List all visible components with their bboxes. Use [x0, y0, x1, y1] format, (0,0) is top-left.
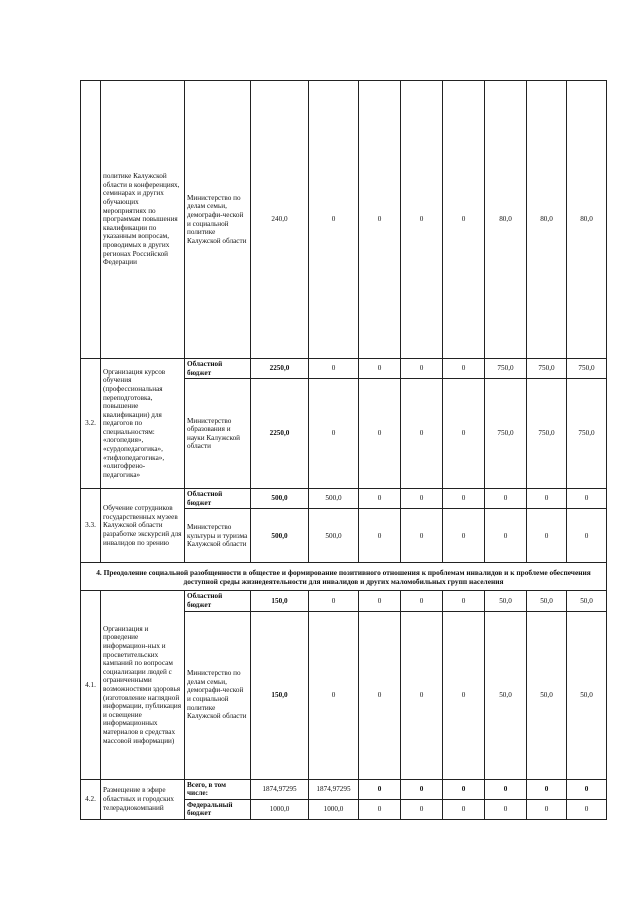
year-value-cell: 0	[485, 489, 527, 509]
table-row	[81, 81, 607, 359]
year-value-cell: 0	[443, 489, 485, 509]
year-value-cell: 0	[485, 779, 527, 799]
total-value-cell: 150,0	[251, 591, 309, 611]
year-value-cell: 0	[309, 379, 359, 489]
year-value-cell: 0	[443, 611, 485, 779]
funding-source-cell: Федеральный бюджет	[185, 799, 251, 819]
activity-name-cell: Организация курсов обучения (профессиональная переподготовка, повышение квалификации) для педагогов по специальностям: «логопедия», «сурдопедагогика», «тифлопедагогика», «олигофрено-педагогика»	[101, 359, 185, 489]
year-value-cell: 0	[401, 591, 443, 611]
year-value-cell: 0	[359, 489, 401, 509]
year-value-cell: 0	[359, 799, 401, 819]
year-value-cell: 80,0	[567, 81, 607, 359]
year-value-cell: 0	[567, 799, 607, 819]
year-value-cell: 0	[485, 509, 527, 563]
year-value-cell: 0	[443, 779, 485, 799]
year-value-cell: 0	[567, 779, 607, 799]
total-value-cell: 500,0	[251, 509, 309, 563]
funding-source-cell: Областной бюджет	[185, 359, 251, 379]
year-value-cell: 0	[401, 509, 443, 563]
total-value-cell: 240,0	[251, 81, 309, 359]
year-value-cell: 0	[401, 799, 443, 819]
activity-name-cell: Размещение в эфире областных и городских телерадиокомпаний	[101, 779, 185, 819]
funding-source-cell: Министерство образования и науки Калужской области	[185, 379, 251, 489]
year-value-cell: 0	[443, 81, 485, 359]
funding-source-cell: Всего, в том числе:	[185, 779, 251, 799]
year-value-cell: 0	[527, 509, 567, 563]
year-value-cell: 0	[309, 359, 359, 379]
year-value-cell: 0	[401, 379, 443, 489]
year-value-cell: 0	[401, 611, 443, 779]
year-value-cell: 50,0	[485, 591, 527, 611]
year-value-cell: 50,0	[567, 611, 607, 779]
section-header-row	[81, 563, 607, 591]
total-value-cell: 1874,97295	[251, 779, 309, 799]
year-value-cell: 50,0	[567, 591, 607, 611]
funding-source-cell: Министерство по делам семьи, демографи-ческой и социальной политике Калужской области	[185, 611, 251, 779]
year-value-cell: 50,0	[485, 611, 527, 779]
table-row	[81, 779, 607, 799]
year-value-cell: 750,0	[527, 359, 567, 379]
year-value-cell: 0	[443, 379, 485, 489]
table-row	[81, 489, 607, 509]
year-value-cell: 0	[359, 779, 401, 799]
year-value-cell: 500,0	[309, 489, 359, 509]
row-number-cell: 4.2.	[81, 779, 101, 819]
year-value-cell: 0	[443, 799, 485, 819]
year-value-cell: 750,0	[567, 379, 607, 489]
year-value-cell: 0	[401, 81, 443, 359]
total-value-cell: 500,0	[251, 489, 309, 509]
activity-name-cell: Организация и проведение информацион-ных и просветительских кампаний по вопросам социализации людей с ограниченными возможностями здоровья (изготовление наглядной информации, публикация и освещение информационных материалов в средствах массовой информации)	[101, 591, 185, 779]
row-number-cell	[81, 81, 101, 359]
row-number-cell: 4.1.	[81, 591, 101, 779]
year-value-cell: 0	[485, 799, 527, 819]
total-value-cell: 1000,0	[251, 799, 309, 819]
year-value-cell: 0	[567, 489, 607, 509]
funding-source-cell: Министерство культуры и туризма Калужской области	[185, 509, 251, 563]
year-value-cell: 0	[359, 379, 401, 489]
year-value-cell: 50,0	[527, 611, 567, 779]
year-value-cell: 0	[309, 81, 359, 359]
year-value-cell: 0	[443, 359, 485, 379]
funding-source-cell: Областной бюджет	[185, 489, 251, 509]
section-title: 4. Преодоление социальной разобщенности в обществе и формирование позитивного отношения к проблемам инвалидов и к проблеме обеспечения доступной среды жизнедеятельности для инвалидов и других маломобильных групп населения	[81, 563, 607, 591]
year-value-cell: 750,0	[485, 379, 527, 489]
year-value-cell: 80,0	[527, 81, 567, 359]
year-value-cell: 0	[401, 779, 443, 799]
year-value-cell: 0	[527, 799, 567, 819]
year-value-cell: 0	[443, 591, 485, 611]
year-value-cell: 0	[359, 611, 401, 779]
year-value-cell: 750,0	[567, 359, 607, 379]
year-value-cell: 0	[567, 509, 607, 563]
table-row	[81, 591, 607, 611]
year-value-cell: 80,0	[485, 81, 527, 359]
total-value-cell: 150,0	[251, 611, 309, 779]
year-value-cell: 0	[527, 489, 567, 509]
year-value-cell: 0	[359, 591, 401, 611]
program-activities-table	[80, 80, 607, 820]
year-value-cell: 500,0	[309, 509, 359, 563]
year-value-cell: 0	[309, 591, 359, 611]
row-number-cell: 3.2.	[81, 359, 101, 489]
table-row	[81, 359, 607, 379]
activity-name-cell: политике Калужской области в конференциях, семинарах и других обучающих мероприятиях по программам повышения квалификации по указанным вопросам, проводимых в других регионах Российской Федерации	[101, 81, 185, 359]
year-value-cell: 0	[309, 611, 359, 779]
activity-name-cell: Обучение сотрудников государственных музеев Калужской области разработке экскурсий для инвалидов по зрению	[101, 489, 185, 563]
year-value-cell: 1000,0	[309, 799, 359, 819]
total-value-cell: 2250,0	[251, 359, 309, 379]
row-number-cell: 3.3.	[81, 489, 101, 563]
year-value-cell: 750,0	[485, 359, 527, 379]
funding-source-cell: Областной бюджет	[185, 591, 251, 611]
year-value-cell: 0	[443, 509, 485, 563]
year-value-cell: 0	[401, 359, 443, 379]
total-value-cell: 2250,0	[251, 379, 309, 489]
year-value-cell: 0	[359, 81, 401, 359]
year-value-cell: 0	[401, 489, 443, 509]
year-value-cell: 1874,97295	[309, 779, 359, 799]
funding-source-cell: Министерство по делам семьи, демографи-ческой и социальной политике Калужской области	[185, 81, 251, 359]
year-value-cell: 0	[359, 359, 401, 379]
year-value-cell: 750,0	[527, 379, 567, 489]
year-value-cell: 0	[359, 509, 401, 563]
year-value-cell: 0	[527, 779, 567, 799]
year-value-cell: 50,0	[527, 591, 567, 611]
